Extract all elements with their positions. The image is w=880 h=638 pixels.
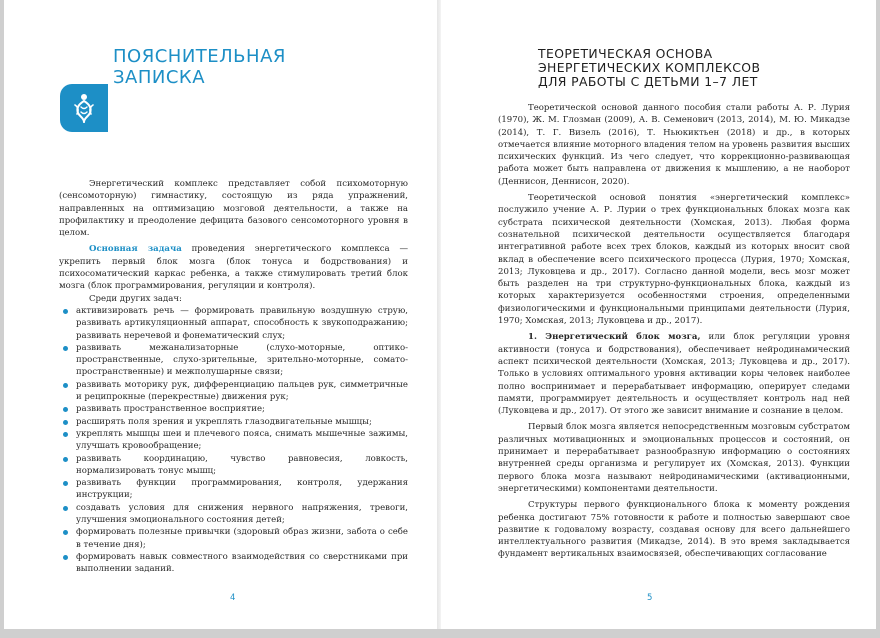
list-item: развивать межанализаторные (слухо-моторные, оптико-пространственные, слухо-зрительные, зрительно-моторные, сомато-пространственные) и межполушарные связи; [59,342,408,379]
list-item: формировать навык совместного взаимодействия со сверстниками при выполнении заданий. [59,551,408,576]
list-item: формировать полезные привычки (здоровый образ жизни, забота о себе в течение дня); [59,526,408,551]
left-page [4,0,437,629]
right-body-text [498,102,850,561]
section-title-right: ТЕОРЕТИЧЕСКАЯ ОСНОВА ЭНЕРГЕТИЧЕСКИХ КОМПЛЕКСОВ ДЛЯ РАБОТЫ С ДЕТЬМИ 1–7 ЛЕТ [538,46,761,89]
main-task-paragraph [59,243,408,292]
right-page [441,0,876,629]
list-item: развивать координацию, чувство равновесия, ловкость, нормализировать тонус мышц; [59,453,408,478]
brain-figure-icon [60,84,108,132]
list-item: развивать функции программирования, контроля, удержания инструкции; [59,477,408,502]
list-item: расширять поля зрения и укреплять глазодвигательные мышцы; [59,416,408,428]
list-item: укреплять мышцы шеи и плечевого пояса, снимать мышечные зажимы, улучшать кровообращение; [59,428,408,453]
left-body-text [59,178,408,576]
energy-block-text: или блок регуляции уровня активности (тонуса и бодрствования), обеспечивает нейродинамический аспект психической деятельности (Хомская, 2013; Луковцева и др., 2017). Только в условиях оптимального уровня активации коры человек наиболее полно воспринимает и перерабатывает информацию, оперирует следами памяти, программирует деятельность и осуществляет контроль над ней (Луковцева и др., 2017). От этого же зависит внимание и сознание в целом. [498,332,851,417]
other-tasks-intro: Среди других задач: [89,293,182,304]
list-item: активизировать речь — формировать правильную воздушную струю, развивать артикуляционный аппарат, способность к звукоподражанию; развивать неречевой и фонематический слух; [59,305,408,342]
main-task-label: Основная задача [89,244,182,255]
paragraph [498,331,850,417]
energy-block-heading: 1. Энергетический блок мозга, [528,332,701,343]
paragraph: Теоретической основой понятия «энергетический комплекс» послужило учение А. Р. Лурии о трех функциональных блоках мозга как субстрата психической деятельности (Хомская, 2013). Любая форма сознательной психической деятельности осуществляется благодаря интегративной работе всех трех блоков, каждый из которых вносит свой вклад в обеспечение всего психического процесса (Лурия, 1970; Хомская, 2013; Луковцева и др., 2017). Согласно данной модели, весь мозг может быть разделен на три структурно-функциональных блока, каждый из которых характеризуется особенностями строения, определенными физиологическими и функциональными принципами деятельности (Лурия, 1970; Хомская, 2013; Луковцева и др., 2017). [498,193,850,327]
paragraph: Теоретической основой данного пособия стали работы А. Р. Лурия (1970), Ж. М. Глозман (2009), А. В. Семенович (2013, 2014), М. Ю. Микадзе (2014), Т. Г. Визель (2016), Т. Ньюкиктьен (2018) и др., в которых отмечается влияние моторного владения телом на уровень развития высших психических функций. Из чего следует, что коррекционно-развивающая работа может быть направлена от движения к мышлению, а не наоборот (Деннисон, Деннисон, 2020). [498,103,850,187]
page-number-right: 5 [647,593,653,603]
task-list [59,305,408,576]
paragraph: Первый блок мозга является непосредственным мозговым субстратом различных мотивационных и эмоциональных процессов и состояний, он принимает и перерабатывает разнообразную информацию о состояниях внутренней среды организма и регулирует их (Хомская, 2013). Функции первого блока мозга называют нейродинамическими (активационными, энергетическими) компонентами деятельности. [498,422,850,494]
list-item: развивать пространственное восприятие; [59,403,408,415]
list-item: создавать условия для снижения нервного напряжения, тревоги, улучшения эмоционального состояния детей; [59,502,408,527]
page-number-left: 4 [230,593,236,603]
list-item: развивать моторику рук, дифференциацию пальцев рук, симметричные и реципрокные (перекрестные) движения рук; [59,379,408,404]
intro-paragraph: Энергетический комплекс представляет собой психомоторную (сенсомоторную) гимнастику, состоящую из ряда упражнений, направленных на оптимизацию мозговой деятельности, а также на профилактику и преодоление дефицита базового сенсомоторного уровня в целом. [59,179,408,239]
section-title-left: ПОЯСНИТЕЛЬНАЯ ЗАПИСКА [113,46,286,88]
paragraph: Структуры первого функционального блока к моменту рождения ребенка достигают 75% готовности к работе и полностью завершают свое развитие к годовалому возрасту, создавая основу для всего дальнейшего интеллектуального развития (Микадзе, 2014). В это время закладывается фундамент вертикальных взаимосвязей, обеспечивающих согласование [498,500,850,560]
main-task-text: проведения энергетического комплекса — укрепить первый блок мозга (блок тонуса и бодрствования) и психосоматический каркас ребенка, а также стимулировать третий блок мозга (блок программирования, регуляции и контроля). [59,244,409,292]
